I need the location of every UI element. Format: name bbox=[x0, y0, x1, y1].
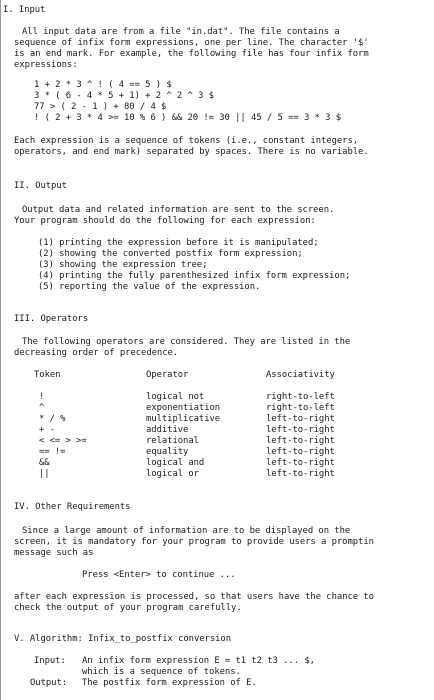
section-heading-output: II. Output bbox=[14, 181, 67, 191]
output-list-item: (2) showing the converted postfix form expression; bbox=[38, 249, 303, 259]
operator-cell: equality bbox=[146, 447, 189, 457]
algorithm-input-line: An infix form expression E = t1 t2 t3 ... $, bbox=[82, 656, 315, 666]
operator-cell: logical and bbox=[146, 458, 205, 468]
table-header-associativity: Associativity bbox=[266, 370, 335, 380]
example-expression: 3 * ( 6 - 4 * 5 + 1) + 2 ^ 2 ^ 3 $ bbox=[34, 91, 214, 101]
requirements-after-line: after each expression is processed, so that users have the chance to bbox=[14, 592, 374, 602]
section-heading-other-requirements: IV. Other Requirements bbox=[14, 502, 131, 512]
requirements-after-line: check the output of your program carefully. bbox=[14, 603, 242, 613]
operator-cell: relational bbox=[146, 436, 199, 446]
associativity-cell: right-to-left bbox=[266, 403, 335, 413]
example-expression: ! ( 2 + 3 * 4 >= 10 % 6 ) && 20 != 30 || 45 / 5 == 3 * 3 $ bbox=[34, 113, 342, 123]
token-cell: && bbox=[39, 458, 50, 468]
algorithm-output-label: Output: bbox=[30, 678, 68, 688]
token-cell: + - bbox=[39, 425, 55, 435]
table-header-operator: Operator bbox=[146, 370, 189, 380]
operator-cell: additive bbox=[146, 425, 189, 435]
page-left-edge bbox=[0, 0, 1, 700]
token-cell: < <= > >= bbox=[39, 436, 87, 446]
example-expression: 77 > ( 2 - 1 ) + 80 / 4 $ bbox=[34, 102, 167, 112]
section-heading-operators: III. Operators bbox=[14, 314, 89, 324]
associativity-cell: left-to-right bbox=[266, 436, 335, 446]
associativity-cell: left-to-right bbox=[266, 425, 335, 435]
algorithm-input-line: which is a sequence of tokens. bbox=[82, 667, 241, 677]
example-expression: 1 + 2 * 3 ^ ! ( 4 == 5 ) $ bbox=[34, 80, 172, 90]
output-list-item: (3) showing the expression tree; bbox=[38, 260, 208, 270]
input-note-line: operators, and end mark) separated by spaces. There is no variable. bbox=[14, 147, 369, 157]
output-list-item: (1) printing the expression before it is manipulated; bbox=[38, 238, 319, 248]
associativity-cell: left-to-right bbox=[266, 447, 335, 457]
associativity-cell: right-to-left bbox=[266, 392, 335, 402]
requirements-paragraph-line: message such as bbox=[14, 548, 94, 558]
token-cell: ^ bbox=[39, 403, 45, 413]
operator-cell: logical or bbox=[146, 469, 199, 479]
section-heading-algorithm: V. Algorithm: Infix_to_postfix conversion bbox=[14, 634, 232, 644]
token-cell: || bbox=[39, 469, 50, 479]
input-paragraph-line: is an end mark. For example, the following file has four infix form bbox=[14, 49, 369, 59]
token-cell: * / % bbox=[39, 414, 66, 424]
operators-paragraph-line: The following operators are considered. They are listed in the bbox=[22, 337, 351, 347]
requirements-paragraph-line: screen, it is mandatory for your program to provide users a promptin bbox=[14, 537, 374, 547]
operator-cell: exponentiation bbox=[146, 403, 221, 413]
output-list-item: (5) reporting the value of the expression. bbox=[38, 282, 261, 292]
input-paragraph-line: expressions: bbox=[14, 60, 78, 70]
operator-cell: logical not bbox=[146, 392, 205, 402]
prompt-message: Press <Enter> to continue ... bbox=[82, 570, 236, 580]
associativity-cell: left-to-right bbox=[266, 469, 335, 479]
associativity-cell: left-to-right bbox=[266, 458, 335, 468]
input-paragraph-line: All input data are from a file "in.dat". The file contains a bbox=[22, 27, 340, 37]
operators-paragraph-line: decreasing order of precedence. bbox=[14, 348, 179, 358]
requirements-paragraph-line: Since a large amount of information are to be displayed on the bbox=[22, 526, 351, 536]
token-cell: == != bbox=[39, 447, 66, 457]
input-paragraph-line: sequence of infix form expressions, one per line. The character '$' bbox=[14, 38, 369, 48]
token-cell: ! bbox=[39, 392, 45, 402]
algorithm-input-label: Input: bbox=[34, 656, 66, 666]
associativity-cell: left-to-right bbox=[266, 414, 335, 424]
algorithm-output-line: The postfix form expression of E. bbox=[82, 678, 257, 688]
table-header-token: Token bbox=[34, 370, 61, 380]
output-paragraph-line: Output data and related information are sent to the screen. bbox=[22, 205, 335, 215]
output-paragraph-line: Your program should do the following for each expression: bbox=[14, 216, 316, 226]
section-heading-input: I. Input bbox=[3, 5, 46, 15]
output-list-item: (4) printing the fully parenthesized infix form expression; bbox=[38, 271, 351, 281]
operator-cell: multiplicative bbox=[146, 414, 221, 424]
input-note-line: Each expression is a sequence of tokens (i.e., constant integers, bbox=[14, 136, 359, 146]
